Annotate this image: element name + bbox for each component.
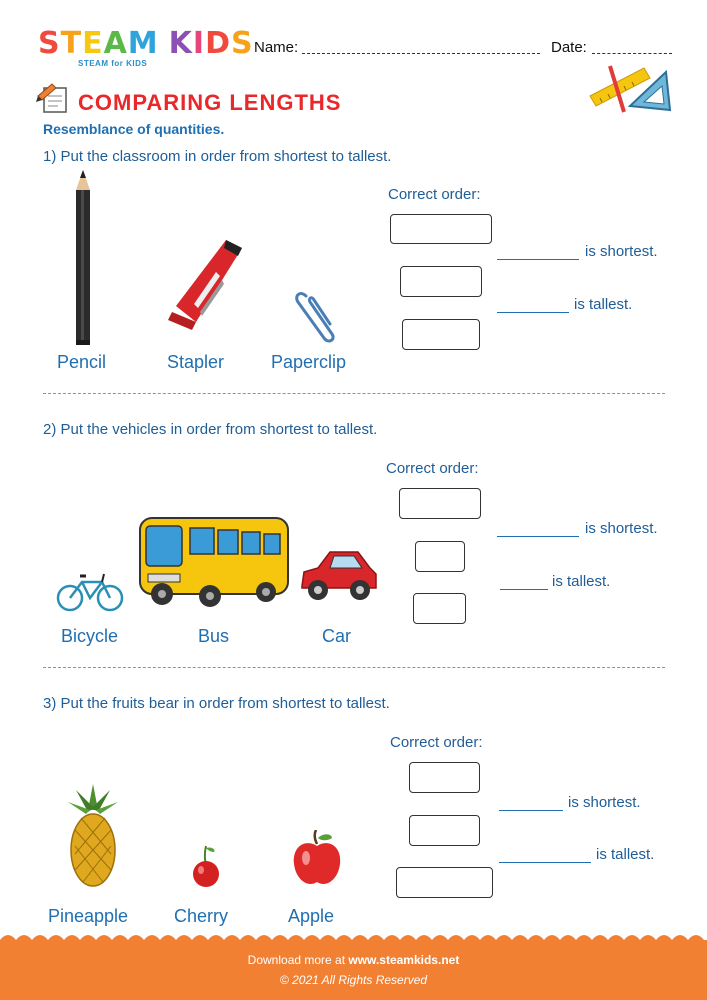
tallest-blank[interactable]	[499, 862, 591, 863]
correct-order-label: Correct order:	[386, 460, 479, 477]
ruler-triangle-icon	[586, 62, 674, 116]
date-label: Date:	[551, 39, 587, 56]
page-title: COMPARING LENGTHS	[78, 90, 342, 115]
answer-box[interactable]	[409, 815, 480, 846]
logo-tagline: STEAM for KIDS	[78, 59, 148, 68]
shortest-blank[interactable]	[499, 810, 563, 811]
paperclip-image	[294, 288, 340, 346]
pencil-image	[72, 168, 94, 346]
item-label-pencil: Pencil	[57, 352, 107, 372]
section-divider	[43, 393, 665, 394]
logo-letter: I	[192, 26, 206, 61]
question-3-prompt: 3) Put the fruits bear in order from shortest to tallest.	[43, 695, 390, 712]
logo-letter: S	[38, 26, 61, 61]
item-label-bus: Bus	[198, 626, 230, 646]
answer-box[interactable]	[415, 541, 465, 572]
shortest-text: is shortest.	[585, 243, 658, 260]
car-image	[296, 546, 380, 606]
steam-kids-logo	[38, 26, 254, 61]
logo-letter: E	[82, 26, 104, 61]
correct-order-label: Correct order:	[390, 734, 483, 751]
tallest-blank[interactable]	[497, 312, 569, 313]
question-2-prompt: 2) Put the vehicles in order from shortest to tallest.	[43, 421, 378, 438]
tallest-text: is tallest.	[596, 846, 655, 863]
name-field[interactable]	[302, 53, 540, 54]
logo-letter: S	[230, 26, 254, 61]
cherry-image	[190, 842, 222, 888]
bicycle-image	[56, 572, 124, 612]
logo-letter: M	[127, 26, 159, 61]
apple-image	[292, 830, 342, 888]
logo-letter: D	[205, 26, 231, 61]
item-label-pineapple: Pineapple	[48, 906, 129, 926]
shortest-text: is shortest.	[585, 520, 658, 537]
item-label-paperclip: Paperclip	[271, 352, 347, 372]
pineapple-image	[66, 784, 120, 888]
date-field[interactable]	[592, 53, 672, 54]
item-label-car: Car	[322, 626, 352, 646]
shortest-blank[interactable]	[497, 259, 579, 260]
footer	[0, 940, 707, 1000]
question-1-prompt: 1) Put the classroom in order from shortest to tallest.	[43, 148, 392, 165]
answer-box[interactable]	[413, 593, 466, 624]
shortest-text: is shortest.	[568, 794, 641, 811]
page-subtitle: Resemblance of quantities.	[43, 121, 225, 137]
logo-letter: A	[103, 26, 128, 61]
logo-letter: K	[168, 26, 193, 61]
answer-box[interactable]	[400, 266, 482, 297]
answer-box[interactable]	[399, 488, 481, 519]
shortest-blank[interactable]	[497, 536, 579, 537]
answer-box[interactable]	[409, 762, 480, 793]
footer-site-link[interactable]: www.steamkids.net	[348, 953, 460, 967]
pencil-paper-icon	[36, 82, 70, 114]
section-divider	[43, 667, 665, 668]
item-label-bicycle: Bicycle	[61, 626, 119, 646]
tallest-text: is tallest.	[574, 296, 633, 313]
name-label: Name:	[254, 39, 299, 56]
tallest-blank[interactable]	[500, 589, 548, 590]
footer-download-line	[0, 953, 707, 967]
tallest-text: is tallest.	[552, 573, 611, 590]
bus-image	[134, 514, 292, 610]
answer-box[interactable]	[390, 214, 492, 244]
answer-box[interactable]	[396, 867, 493, 898]
footer-download-prefix: Download more at	[247, 953, 349, 967]
answer-box[interactable]	[402, 319, 480, 350]
item-label-apple: Apple	[288, 906, 335, 926]
logo-letter: T	[60, 26, 83, 61]
item-label-stapler: Stapler	[167, 352, 225, 372]
item-label-cherry: Cherry	[174, 906, 229, 926]
stapler-image	[166, 236, 248, 332]
correct-order-label: Correct order:	[388, 186, 481, 203]
footer-rights: © 2021 All Rights Reserved	[279, 973, 428, 987]
